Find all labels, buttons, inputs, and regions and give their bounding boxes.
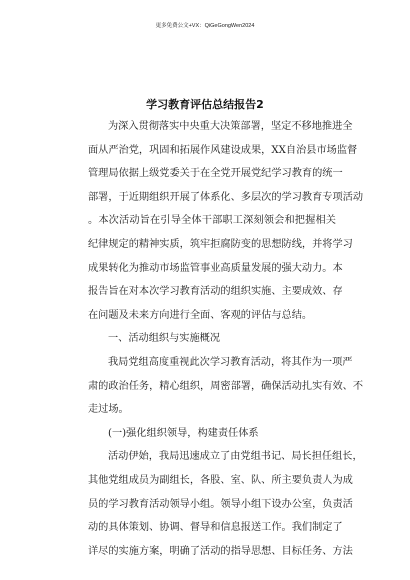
body-line: 。本次活动旨在引导全体干部职工深刻领会和把握相关 (88, 215, 336, 227)
body-line: 面从严治党，巩固和拓展作风建设成果，XX自治县市场监督 (88, 144, 358, 156)
body-line: 员的学习教育活动领导小组。领导小组下设办公室，负责活 (88, 498, 353, 510)
body-line: 管理局依据上级党委关于在全党开展党纪学习教育的统一 (88, 168, 343, 180)
section-heading: 一、活动组织与实施概况 (108, 333, 221, 345)
subsection-heading: (一)强化组织领导，构建责任体系 (108, 427, 259, 439)
body-line: 活动伊始，我局迅速成立了由党组书记、局长担任组长， (108, 451, 363, 463)
body-line: 部署，于近期组织开展了体系化、多层次的学习教育专项活动 (88, 191, 364, 203)
document-body (88, 115, 364, 563)
body-line: 成果转化为推动市场监管事业高质量发展的强大动力。本 (88, 262, 343, 274)
body-line: 走过场。 (88, 404, 129, 416)
body-line: 在问题及未来方向进行全面、客观的评估与总结。 (88, 309, 313, 321)
body-line: 肃的政治任务，精心组织，周密部署，确保活动扎实有效、不 (88, 380, 364, 392)
document-title: 学习教育评估总结报告2 (146, 98, 264, 111)
body-line: 动的具体策划、协调、督导和信息报送工作。我们制定了 (88, 522, 343, 534)
body-line: 为深入贯彻落实中央重大决策部署，坚定不移地推进全 (108, 121, 353, 132)
header-note: 更多免费公文+VX：QiGeGongWen2024 (155, 23, 255, 29)
body-line: 详尽的实施方案，明确了活动的指导思想、目标任务、方法 (88, 545, 353, 557)
body-line: 纪律规定的精神实质，筑牢拒腐防变的思想防线，并将学习 (88, 238, 353, 250)
body-line: 报告旨在对本次学习教育活动的组织实施、主要成效、存 (88, 286, 343, 298)
body-line: 我局党组高度重视此次学习教育活动，将其作为一项严 (108, 356, 353, 368)
body-line: 其他党组成员为副组长，各股、室、队、所主要负责人为成 (88, 474, 353, 486)
